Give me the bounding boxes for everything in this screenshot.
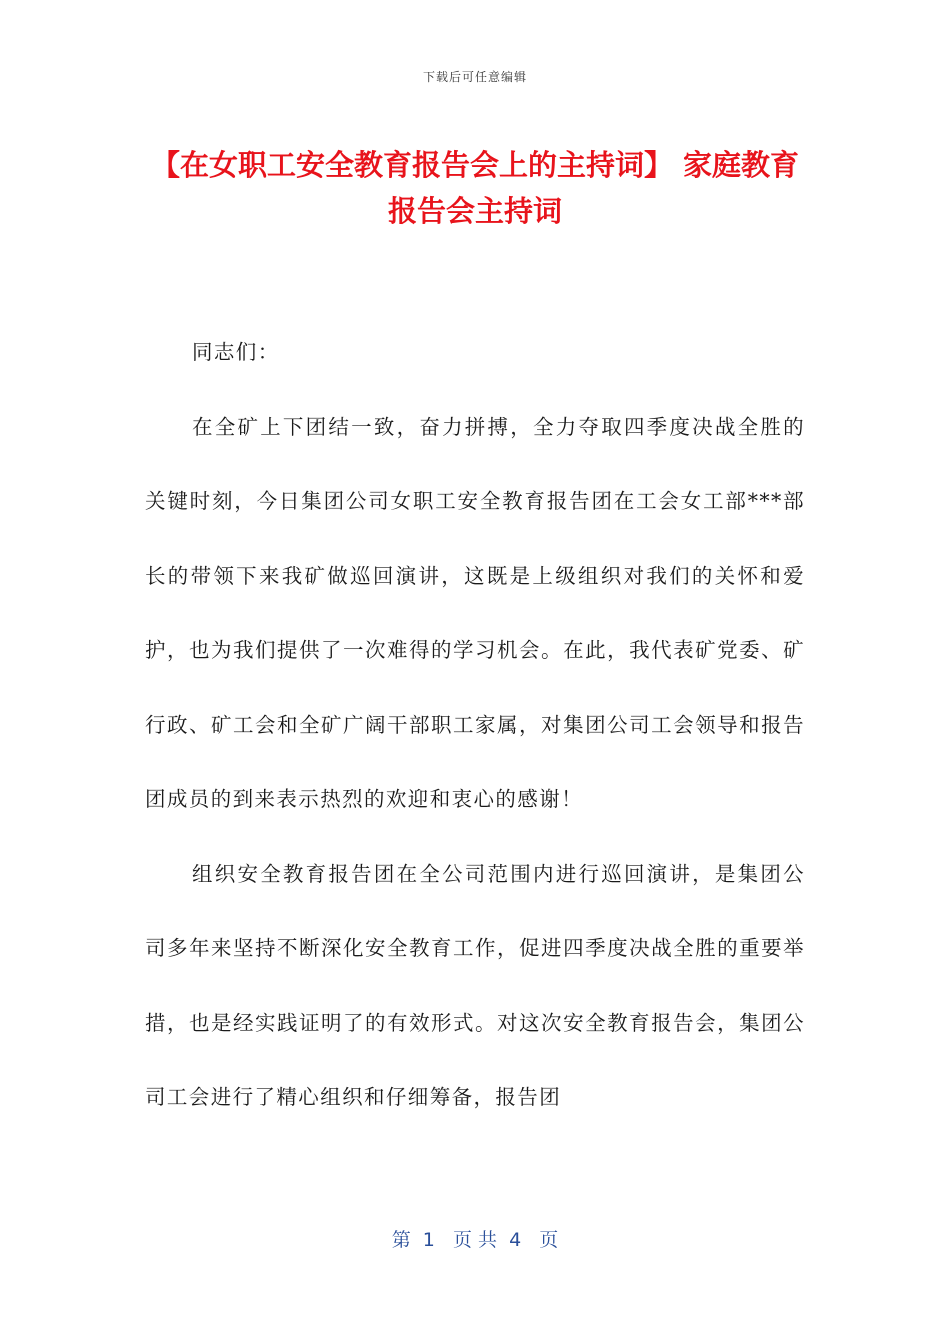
paragraph-welcome: 在全矿上下团结一致，奋力拼搏，全力夺取四季度决战全胜的关键时刻，今日集团公司女职工安全教育报告团在工会女工部***部长的带领下来我矿做巡回演讲，这既是上级组织对我们的关怀和爱护，也为我们提供了一次难得的学习机会。在此，我代表矿党委、矿行政、矿工会和全矿广阔干部职工家属，对集团公司工会领导和报告团成员的到来表示热烈的欢迎和衷心的感谢！ [145, 414, 805, 811]
paragraph-purpose: 组织安全教育报告团在全公司范围内进行巡回演讲，是集团公司多年来坚持不断深化安全教育工作，促进四季度决战全胜的重要举措，也是经实践证明了的有效形式。对这次安全教育报告会，集团公司工会进行了精心组织和仔细筹备，报告团 [145, 861, 805, 1109]
page-number-footer: 第 1 页 共 4 页 [391, 1229, 559, 1251]
document-title: 【在女职工安全教育报告会上的主持词】 家庭教育报告会主持词 [150, 148, 800, 228]
header-note: 下载后可任意编辑 [422, 70, 527, 84]
paragraph-greeting: 同志们： [192, 340, 280, 364]
document-body [145, 315, 805, 1135]
